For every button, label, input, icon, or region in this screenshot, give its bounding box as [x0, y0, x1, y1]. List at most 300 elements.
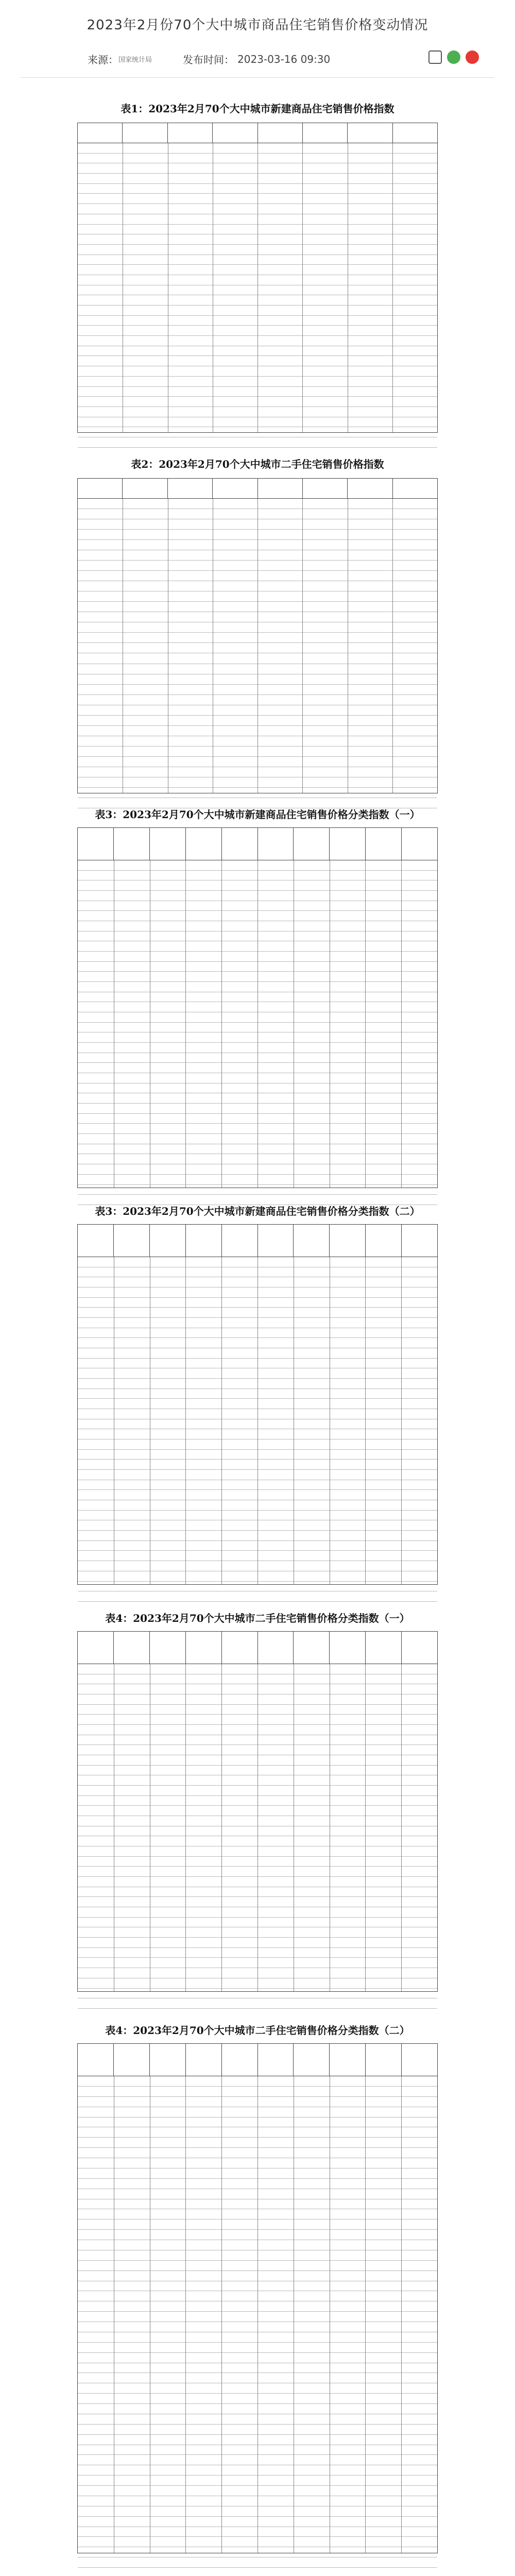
article-meta [88, 52, 479, 66]
table-cell [258, 581, 302, 591]
table-cell [330, 1460, 366, 1469]
table-cell [294, 1328, 330, 1338]
table-cell [294, 1359, 330, 1368]
table-cell [258, 2486, 294, 2496]
table-cell [330, 1073, 366, 1083]
table-cell [221, 1978, 258, 1988]
table-cell [123, 591, 167, 601]
table-cell [114, 1277, 150, 1287]
print-icon[interactable] [428, 50, 442, 64]
table-cell [365, 1541, 401, 1551]
table-cell [401, 2537, 437, 2547]
table-cell [348, 736, 392, 746]
table-cell [114, 1104, 150, 1113]
table-cell [330, 1012, 366, 1022]
table-cell [258, 1328, 294, 1338]
table-cell [150, 1806, 186, 1816]
table-cell [123, 225, 167, 234]
table-cell [401, 1114, 437, 1124]
table-cell [185, 1154, 221, 1164]
table-cell [213, 591, 258, 601]
table-cell [294, 1582, 330, 1591]
table-cell [150, 2240, 186, 2250]
table-cell [258, 2332, 294, 2342]
table-cell [330, 1867, 366, 1876]
table-cell [330, 2445, 366, 2455]
table-cell [365, 2496, 401, 2506]
table-cell [221, 1846, 258, 1856]
table-cell [365, 1348, 401, 1358]
table-cell [78, 1887, 114, 1897]
table-cell [123, 777, 167, 787]
table-cell [401, 2527, 437, 2537]
table-cell [294, 1134, 330, 1144]
table-cell [114, 1735, 150, 1745]
table-cell [213, 509, 258, 519]
table-cell [330, 2230, 366, 2240]
table-cell [114, 1409, 150, 1419]
table-cell [401, 1032, 437, 1042]
table-cell [114, 2476, 150, 2485]
table-cell [221, 2219, 258, 2229]
table-cell [258, 1907, 294, 1917]
table-cell [294, 1267, 330, 1277]
table-cell [348, 509, 392, 519]
table-cell [213, 788, 258, 798]
table-cell [258, 194, 302, 204]
table-cell [78, 685, 123, 694]
table-cell [302, 643, 347, 653]
table-cell [78, 2373, 114, 2383]
table-cell [78, 2107, 114, 2117]
table-cell [392, 571, 437, 581]
table-cell [348, 427, 392, 437]
table-cell [221, 1836, 258, 1846]
table-cell [258, 1053, 294, 1063]
table-cell [392, 174, 437, 183]
table-header [78, 2044, 437, 2076]
table-cell [401, 1175, 437, 1184]
table-cell [348, 295, 392, 305]
table-cell [302, 255, 347, 265]
table-cell [258, 550, 302, 560]
table-cell [114, 952, 150, 961]
table-cell [294, 1968, 330, 1978]
table-cell [221, 1907, 258, 1917]
table-cell [365, 2527, 401, 2537]
table-cell [185, 2107, 221, 2117]
table-cell [365, 2404, 401, 2414]
table-cell [78, 275, 123, 285]
table-cell [78, 962, 114, 972]
table-cell [294, 1766, 330, 1775]
table-cell [168, 306, 213, 315]
section-title-2: 表2：2023年2月70个大中城市二手住宅销售价格指数 [131, 458, 384, 470]
table-cell [185, 1308, 221, 1317]
table-cell [258, 1429, 294, 1439]
table-cell [258, 2240, 294, 2250]
table-cell [78, 1379, 114, 1388]
table-cell [348, 591, 392, 601]
table-cell [401, 2076, 437, 2086]
table-cell [123, 163, 167, 173]
table-cell [123, 653, 167, 663]
table-cell [401, 962, 437, 972]
table-cell [78, 194, 123, 204]
table-cell [213, 519, 258, 529]
table-cell [114, 1144, 150, 1154]
table-cell [185, 1500, 221, 1510]
table-cell [185, 2506, 221, 2516]
table-cell [258, 1735, 294, 1745]
table-cell [150, 1419, 186, 1429]
table-cell [185, 2261, 221, 2270]
table-cell [294, 871, 330, 880]
table-cell [221, 1429, 258, 1439]
table-cell [150, 1399, 186, 1409]
table-cell [330, 1927, 366, 1937]
table-cell [150, 952, 186, 961]
table-cell [302, 777, 347, 787]
table-cell [123, 275, 167, 285]
table-body [78, 1664, 437, 1991]
table-cell [294, 2527, 330, 2537]
table-cell [365, 2537, 401, 2547]
table-cell [213, 316, 258, 326]
table-cell [401, 2301, 437, 2311]
table-cell [114, 1705, 150, 1715]
table-cell [78, 664, 123, 674]
table-cell [302, 417, 347, 427]
table-cell [401, 1379, 437, 1388]
table-cell [330, 921, 366, 931]
table-cell [401, 2445, 437, 2455]
table-cell [348, 255, 392, 265]
table-cell [78, 880, 114, 890]
table-cell [78, 1511, 114, 1520]
table-cell [365, 952, 401, 961]
table-cell [78, 1389, 114, 1399]
table-cell [401, 2353, 437, 2363]
table-cell [258, 1857, 294, 1867]
table-cell [258, 2506, 294, 2516]
table-cell [150, 1948, 186, 1958]
table-cell [330, 1796, 366, 1806]
table-cell [365, 1989, 401, 1998]
table-cell [294, 1470, 330, 1480]
table-cell [150, 2383, 186, 2393]
table-cell [114, 1857, 150, 1867]
table-cell [78, 1439, 114, 1449]
table-cell [392, 519, 437, 529]
table-cell [258, 685, 302, 694]
table-cell [365, 1735, 401, 1745]
table-cell [348, 234, 392, 244]
table-cell [330, 2394, 366, 2403]
table-cell [258, 2117, 294, 2127]
table-cell [221, 1460, 258, 1469]
table-cell [114, 2076, 150, 2086]
table-cell [330, 2189, 366, 2199]
table-cell [330, 1766, 366, 1775]
table-cell [258, 1561, 294, 1571]
table-cell [221, 1877, 258, 1887]
table-cell [221, 1073, 258, 1083]
table-cell [78, 2486, 114, 2496]
table-cell [213, 674, 258, 684]
table-cell [221, 2097, 258, 2107]
table-cell [221, 2312, 258, 2321]
table-cell [213, 653, 258, 663]
table-cell [78, 1745, 114, 1755]
table-cell [150, 1571, 186, 1581]
table-cell [150, 1114, 186, 1124]
table-cell [348, 561, 392, 570]
table-cell [330, 2568, 366, 2576]
table-cell [114, 891, 150, 901]
table-cell [365, 1786, 401, 1795]
table-cell [78, 1897, 114, 1907]
table-cell [258, 1541, 294, 1551]
table-cell [221, 1093, 258, 1103]
table-cell [330, 1725, 366, 1735]
table-cell [123, 346, 167, 356]
table-cell [294, 1450, 330, 1460]
table-cell [401, 1948, 437, 1958]
table-cell [114, 1998, 150, 2008]
table-cell [185, 1927, 221, 1937]
table-cell [401, 1359, 437, 1368]
table-cell [221, 1083, 258, 1093]
table-cell [168, 417, 213, 427]
table-cell [392, 377, 437, 386]
table-cell [78, 285, 123, 295]
table-cell [185, 1561, 221, 1571]
table-cell [348, 285, 392, 295]
table-cell [401, 2394, 437, 2403]
table-cell [294, 1836, 330, 1846]
table-cell [258, 1766, 294, 1775]
table-body [78, 499, 437, 793]
table-cell [168, 285, 213, 295]
table-cell [78, 255, 123, 265]
table-cell [258, 1786, 294, 1795]
table-cell [221, 2271, 258, 2281]
wechat-icon[interactable] [447, 50, 460, 64]
table-cell [168, 633, 213, 642]
table-cell [78, 154, 123, 163]
table-cell [294, 1023, 330, 1032]
table-row [78, 1998, 437, 2009]
table-cell [348, 437, 392, 447]
table-cell [78, 2097, 114, 2107]
table-cell [330, 2557, 366, 2567]
table-cell [258, 2107, 294, 2117]
table-cell [123, 612, 167, 622]
table-cell [330, 1998, 366, 2008]
table-cell [294, 2230, 330, 2240]
table-cell [401, 931, 437, 941]
table-cell [258, 1948, 294, 1958]
table-cell [258, 346, 302, 356]
table-cell [258, 1185, 294, 1195]
table-cell [258, 1093, 294, 1103]
table-cell [401, 880, 437, 890]
table-cell [123, 633, 167, 642]
table-cell [150, 2087, 186, 2096]
table-cell [401, 2404, 437, 2414]
table-cell [213, 174, 258, 183]
table-cell [294, 2363, 330, 2373]
table-cell [78, 561, 123, 570]
table-cell [258, 2281, 294, 2291]
table-cell [150, 2117, 186, 2127]
table-cell [294, 2179, 330, 2189]
table-cell [294, 1520, 330, 1530]
table-cell [348, 695, 392, 705]
table-cell [365, 941, 401, 951]
table-cell [78, 1043, 114, 1053]
table-cell [78, 2414, 114, 2424]
table-cell [330, 1298, 366, 1308]
table-cell [185, 1664, 221, 1674]
table-cell [258, 1124, 294, 1133]
table-cell [78, 982, 114, 992]
table-cell [258, 1745, 294, 1755]
table-cell [401, 1450, 437, 1460]
table-cell [401, 1674, 437, 1684]
table-cell [114, 2527, 150, 2537]
table-cell [123, 387, 167, 397]
table-cell [150, 1978, 186, 1988]
table-cell [185, 2425, 221, 2434]
table-cell [168, 653, 213, 663]
table-cell [365, 2168, 401, 2178]
table-cell [392, 591, 437, 601]
table-cell [168, 407, 213, 417]
table-cell [123, 561, 167, 570]
table-cell [365, 2383, 401, 2393]
table-cell [213, 204, 258, 214]
table-cell [123, 336, 167, 346]
table-cell [302, 612, 347, 622]
table-cell [330, 1664, 366, 1674]
table-cell [365, 2455, 401, 2465]
table-cell [294, 1998, 330, 2008]
table-cell [330, 1918, 366, 1927]
table-cell [294, 1002, 330, 1012]
table-cell [78, 757, 123, 767]
table-cell [78, 1359, 114, 1368]
table-cell [365, 1185, 401, 1195]
table-cell [185, 1551, 221, 1561]
table-cell [392, 265, 437, 275]
table-3 [77, 827, 438, 1188]
table-cell [258, 2158, 294, 2168]
table-cell [78, 1715, 114, 1724]
table-cell [150, 1134, 186, 1144]
table-cell [294, 1043, 330, 1053]
table-cell [330, 1409, 366, 1419]
table-cell [114, 2148, 150, 2158]
table-cell [330, 1897, 366, 1907]
table-cell [392, 674, 437, 684]
table-cell [365, 1002, 401, 1012]
table-cell [258, 2076, 294, 2086]
table-cell [185, 1887, 221, 1897]
table-cell [294, 2343, 330, 2352]
table-cell [258, 1938, 294, 1947]
weibo-icon[interactable] [466, 50, 479, 64]
table-cell [213, 726, 258, 736]
table-cell [294, 1409, 330, 1419]
table-cell [185, 1379, 221, 1388]
table-cell [78, 2158, 114, 2168]
table-cell [401, 1043, 437, 1053]
table-cell [150, 2271, 186, 2281]
table-cell [150, 2127, 186, 2137]
table-cell [294, 2138, 330, 2147]
table-cell [78, 184, 123, 194]
table-cell [150, 1998, 186, 2008]
table-cell [114, 2087, 150, 2096]
table-cell [294, 2076, 330, 2086]
table-cell [330, 1735, 366, 1745]
table-cell [392, 716, 437, 725]
table-cell [78, 1348, 114, 1358]
table-cell [185, 2250, 221, 2260]
table-cell [123, 194, 167, 204]
table-cell [258, 2445, 294, 2455]
table-cell [150, 1124, 186, 1133]
table-cell [294, 1124, 330, 1133]
table-cell [168, 716, 213, 725]
table-cell [294, 1298, 330, 1308]
table-cell [213, 602, 258, 612]
table-cell [365, 1368, 401, 1378]
table-cell [258, 2435, 294, 2445]
table-cell [78, 891, 114, 901]
table-cell [185, 2486, 221, 2496]
table-cell [258, 143, 302, 153]
table-cell [221, 1359, 258, 1368]
table-cell [365, 911, 401, 921]
table-cell [365, 2414, 401, 2424]
table-cell [78, 1775, 114, 1785]
table-cell [185, 1063, 221, 1073]
table-cell [294, 2445, 330, 2455]
table-cell [258, 1490, 294, 1500]
table-cell [78, 174, 123, 183]
table-cell [114, 1816, 150, 1826]
table-cell [78, 901, 114, 911]
table-cell [392, 214, 437, 224]
table-cell [150, 2230, 186, 2240]
table-cell [392, 612, 437, 622]
table-cell [213, 417, 258, 427]
table-cell [302, 622, 347, 632]
table-cell [392, 346, 437, 356]
table-cell [185, 1409, 221, 1419]
table-cell [401, 2496, 437, 2506]
table-cell [294, 2353, 330, 2363]
table-cell [78, 2435, 114, 2445]
table-cell [258, 931, 294, 941]
table-cell [330, 1439, 366, 1449]
table-cell [258, 366, 302, 376]
table-cell [114, 2230, 150, 2240]
table-cell [258, 2363, 294, 2373]
